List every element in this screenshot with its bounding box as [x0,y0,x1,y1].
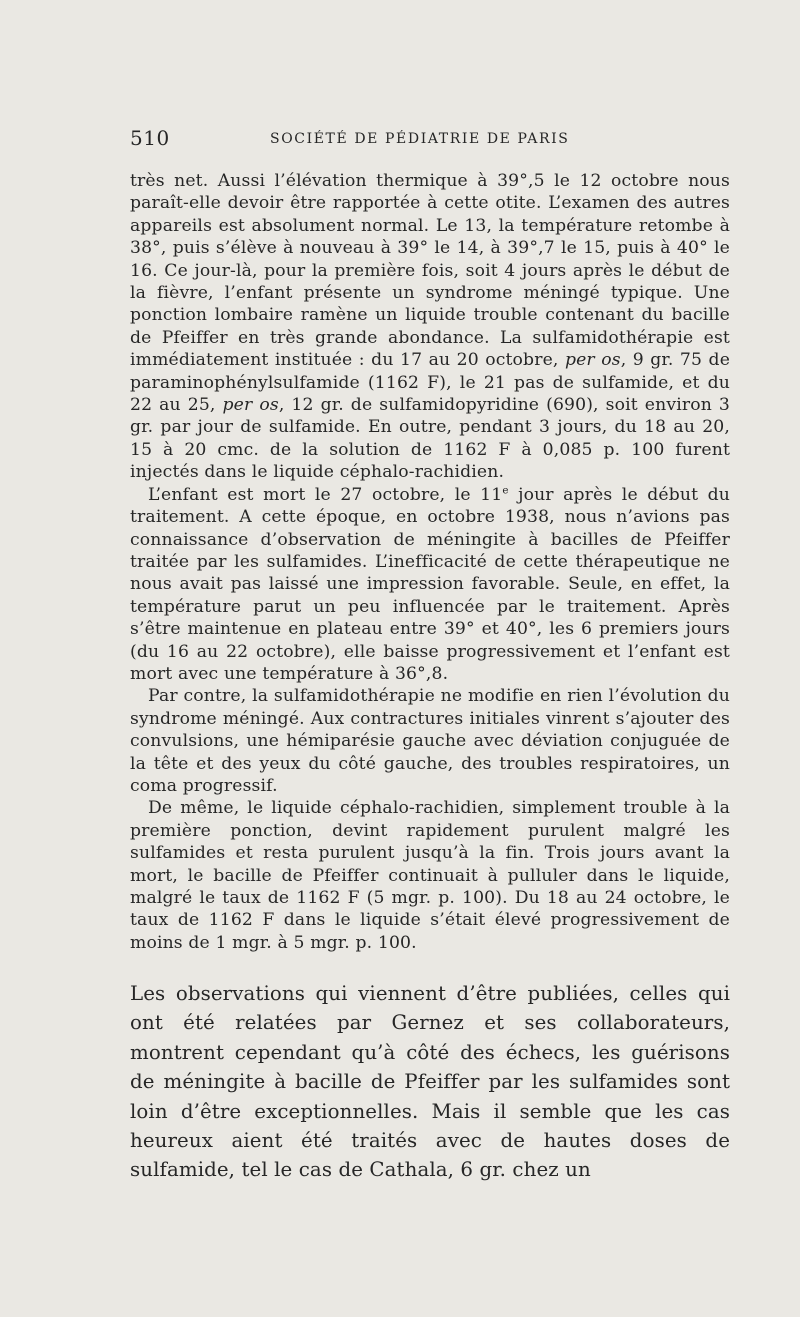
paragraph-1-italic-2: per os [222,395,279,416]
paragraph-3: Par contre, la sulfamidothérapie ne modifie en rien l’évolution du syndrome méningé. Aux contractures initiales vinrent s’ajouter des convulsions, une hémiparésie gauche avec déviation conjuguée de la tête et des yeux du côté gauche, des troubles respiratoires, un coma progressif. [130,686,730,796]
paragraph-1-italic-1: per os [564,350,621,371]
running-title: SOCIÉTÉ DE PÉDIATRIE DE PARIS [270,131,570,147]
paragraph-2 [130,484,730,686]
paragraph-2-superscript: e [502,483,509,496]
paragraph-1-text-3: , 12 gr. de sulfamidopyridine (690), soit environ 3 gr. par jour de sulfamide. En outre, pendant 3 jours, du 18 au 20, 15 à 20 cmc. de la solution de 1162 F à 0,085 p. 100 furent injectés dans le liquide céphalo-rachidien. [130,395,731,483]
paragraph-2-text-a: L’enfant est mort le 27 octobre, le 11 [148,484,503,505]
paragraph-4: De même, le liquide céphalo-rachidien, simplement trouble à la première ponction, devint rapidement purulent malgré les sulfamides et resta purulent jusqu’à la fin. Trois jours avant la mort, le bacille de Pfeiffer continuait à pulluler dans le liquide, malgré le taux de 1162 F (5 mgr. p. 100). Du 18 au 24 octobre, le taux de 1162 F dans le liquide s’était élevé progressivement de moins de 1 mgr. à 5 mgr. p. 100. [130,798,730,953]
running-head [130,126,730,156]
discussion-text [130,979,730,1185]
paragraph-1-text-2: , 9 gr. 75 de paraminophénylsulfamide (1162 F), le 21 pas de sulfamide, et du 22 au 25, [130,350,731,416]
discussion-paragraph: Les observations qui viennent d’être publiées, celles qui ont été relatées par Gernez et ses collaborateurs, montrent cependant qu’à côté des échecs, les guérisons de méningite à bacille de Pfeiffer par les sulfamides sont loin d’être exceptionnelles. Mais il semble que les cas heureux aient été traités avec de hautes doses de sulfamide, tel le cas de Cathala, 6 gr. chez un [130,982,730,1182]
case-report-text [130,170,730,954]
paragraph-1-text: très net. Aussi l’élévation thermique à 39°,5 le 12 octobre nous paraît-elle devoir être rapportée à cette otite. L’examen des autres appareils est absolument normal. Le 13, la température retombe à 38°, puis s’élève à nouveau à 39° le 14, à 39°,7 le 15, puis à 40° le 16. Ce jour-là, pour la première fois, soit 4 jours après le début de la fièvre, l’enfant présente un syndrome méningé typique. Une ponction lombaire ramène un liquide trouble contenant du bacille de Pfeiffer en très grande abondance. La sulfamidothérapie est immédiatement instituée : du 17 au 20 octobre, [130,171,730,371]
page-number: 510 [130,126,170,150]
paragraph-1 [130,170,730,484]
paragraph-2-text-b: jour après le début du traitement. A cette époque, en octobre 1938, nous n’avions pas connaissance d’observation de méningite à bacilles de Pfeiffer traitée par les sulfamides. L’inefficacité de cette thérapeutique ne nous avait pas laissé une impression favorable. Seule, en effet, la température parut un peu influencée par le traitement. Après s’être maintenue en plateau entre 39° et 40°, les 6 premiers jours (du 16 au 22 octobre), elle baisse progressivement et l’enfant est mort avec une température à 36°,8. [130,484,730,684]
